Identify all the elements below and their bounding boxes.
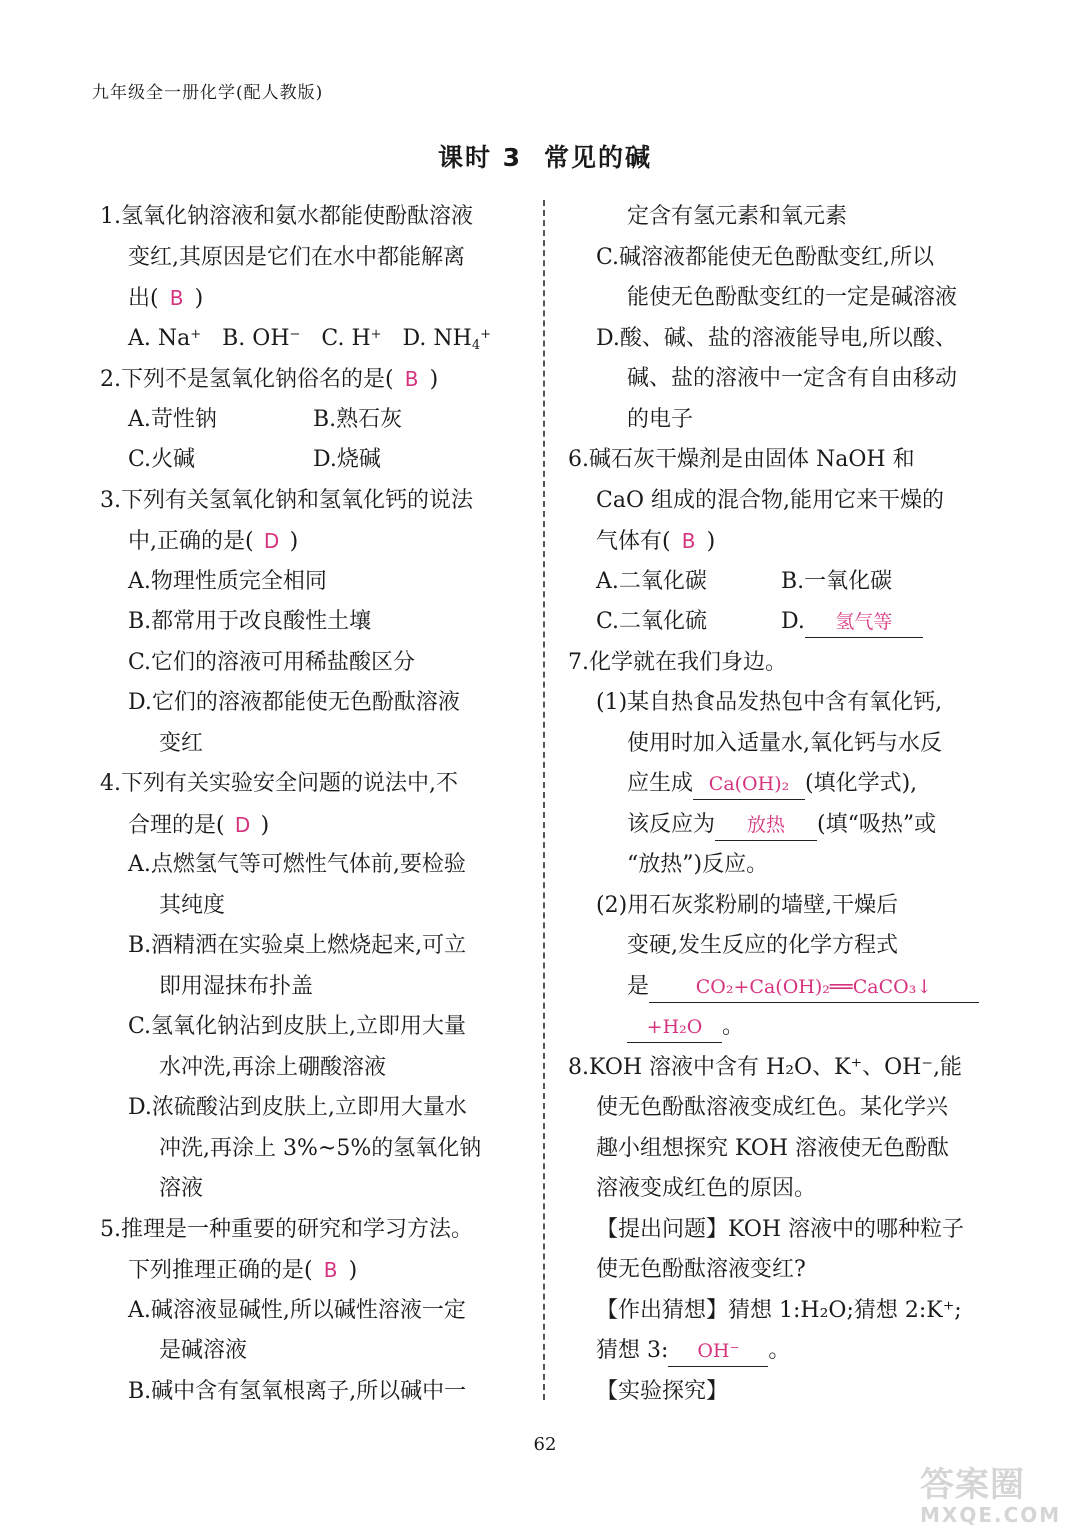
- q7-blank-equation: CO₂+Ca(OH)₂══CaCO₃↓: [649, 972, 979, 1003]
- watermark-logo: 答案圈 MXQE.COM: [920, 1465, 1062, 1527]
- q1-stem: 1.氢氧化钠溶液和氨水都能使酚酞溶液: [100, 204, 473, 229]
- q6-stem: 6.碱石灰干燥剂是由固体 NaOH 和: [568, 447, 915, 472]
- page-number: 62: [533, 1434, 557, 1455]
- q7-blank-equation-2: +H₂O: [627, 1012, 722, 1043]
- running-header: 九年级全一册化学(配人教版): [92, 83, 324, 103]
- q6-blank: 氢气等: [805, 607, 923, 638]
- q1-answer: B: [169, 286, 184, 310]
- left-column: 1.氢氧化钠溶液和氨水都能使酚酞溶液 变红,其原因是它们在水中都能解离 出( B ) A. Na+ B. OH− C. H+ D. $NH_4^+$ 2.下列不是氢氧化钠俗名的是( B ) A.苛性钠 B.熟石灰 C.火碱 D.烧碱 3.下列有关氢氧化钠和氢氧化钙的说法 中,正确的是( D ) A.物理性质完全相同 B.都常用于改良酸性土壤 C.它们的溶液可用稀盐酸区分 D.它们的溶液都能使无色酚酞溶液 变红 4.下列有关实验安全问题的说法中,不 合理的是( D ) A.点燃氢气等可燃性气体前,要检验 其纯度 B.酒精洒在实验桌上燃烧起来,可立 即用湿抹布扑盖 C.氢氧化钠沾到皮肤上,立即用大量 水冲洗,再涂上硼酸溶液 D.浓硫酸沾到皮肤上,立即用大量水 冲洗,再涂上 3%~5%的氢氧化钠 溶液 5.推理是一种重要的研究和学习方法。 下列推理正确的是( B ) A.碱溶液显碱性,所以碱性溶液一定 是碱溶液 B.碱中含有氢氧根离子,所以碱中一: [100, 197, 530, 1412]
- q7-blank-heat: 放热: [715, 810, 817, 841]
- column-divider: [543, 200, 545, 1400]
- q2-answer: B: [404, 367, 419, 391]
- q1-options: A. Na+ B. OH− C. H+ D. $NH_4^+$: [128, 325, 491, 353]
- q7-stem: 7.化学就在我们身边。: [568, 649, 787, 675]
- q5-stem: 5.推理是一种重要的研究和学习方法。: [100, 1216, 473, 1242]
- right-column: 定含有氢元素和氧元素 C.碱溶液都能使无色酚酞变红,所以 能使无色酚酞变红的一定是碱溶液 D.酸、碱、盐的溶液能导电,所以酸、 碱、盐的溶液中一定含有自由移动 的电子 6.碱石灰干燥剂是由固体 NaOH 和 CaO 组成的混合物,能用它来干燥的 气体有( B ) A.二氧化碳 B.一氧化碳 C.二氧化硫 D. 氢气等 7.化学就在我们身边。 (1)某自热食品发热包中含有氧化钙, 使用时加入适量水,氧化钙与水反 应生成 Ca(OH)₂ (填化学式), 该反应为 放热 (填“吸热”或 “放热”)反应。 (2)用石灰浆粉刷的墙壁,干燥后 变硬,发生反应的化学方程式 是 CO₂+Ca(OH)₂══CaCO₃↓ +H₂O 。 8.KOH 溶液中含有 H₂O、K⁺、OH⁻,能 使无色酚酞溶液变成红色。某化学兴 趣小组想探究 KOH 溶液使无色酚酞 溶液变成红色的原因。 【提出问题】KOH 溶液中的哪种粒子 使无色酚酞溶液变红? 【作出猜想】猜想 1:H₂O;猜想 2:K⁺; 猜想 3: OH⁻ 。 【实验探究】: [568, 197, 998, 1412]
- q7-blank-formula: Ca(OH)₂: [693, 769, 805, 800]
- q8-stem: 8.KOH 溶液中含有 H₂O、K⁺、OH⁻,能: [568, 1054, 962, 1080]
- q2-stem: 2.下列不是氢氧化钠俗名的是( B ): [100, 359, 530, 400]
- q3-answer: D: [263, 529, 280, 553]
- q5-answer: B: [323, 1258, 338, 1282]
- q3-stem: 3.下列有关氢氧化钠和氢氧化钙的说法: [100, 487, 473, 513]
- lesson-number: 课时 3: [437, 143, 523, 172]
- q4-stem: 4.下列有关实验安全问题的说法中,不: [100, 771, 458, 796]
- q8-blank-guess3: OH⁻: [668, 1336, 768, 1367]
- q4-answer: D: [234, 812, 251, 837]
- lesson-name: 常见的碱: [544, 143, 653, 172]
- lesson-title: [0, 138, 1090, 174]
- q6-answer: B: [681, 529, 696, 553]
